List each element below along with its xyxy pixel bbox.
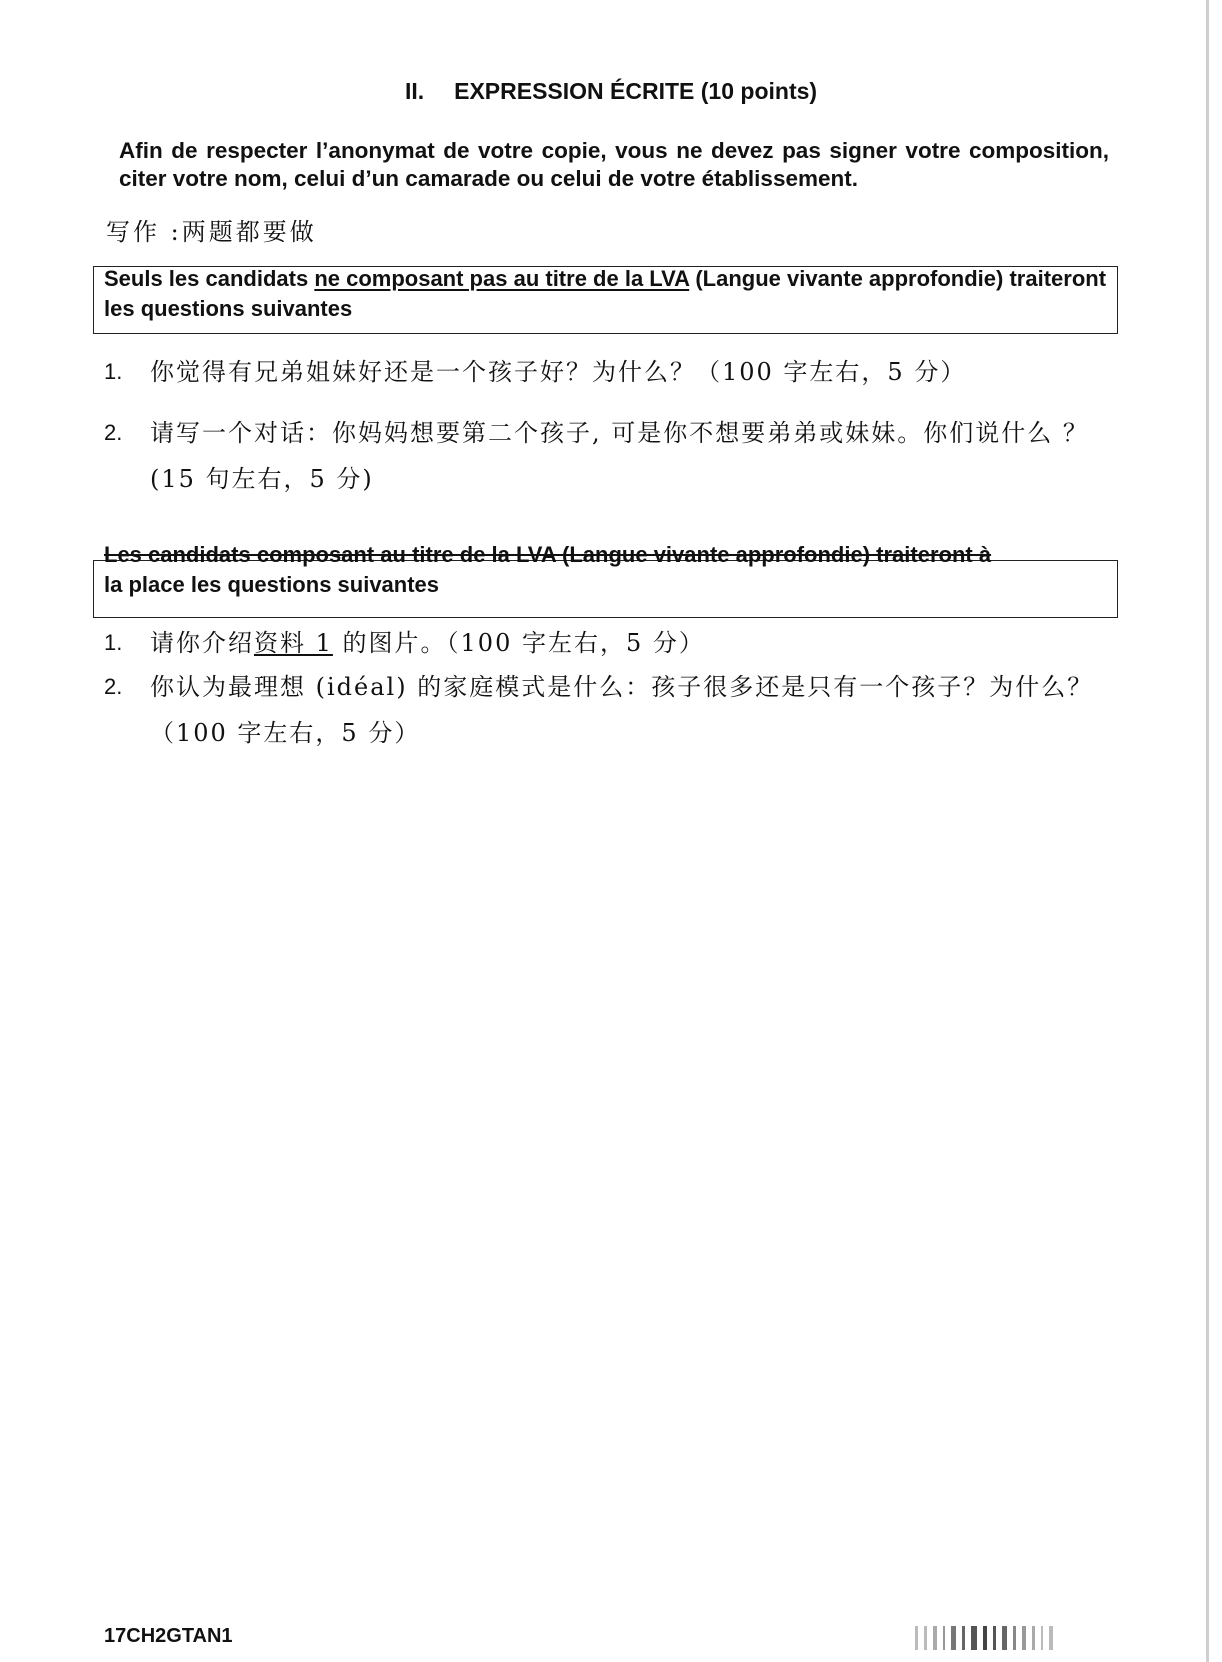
question-text	[150, 620, 1104, 666]
group2-header	[104, 540, 1114, 600]
section-number: II.	[404, 78, 425, 104]
question-number: 1.	[104, 630, 123, 655]
writing-instruction: 写作 :两题都要做	[106, 218, 317, 246]
question-text: 你认为最理想 (idéal) 的家庭模式是什么：孩子很多还是只有一个孩子？为什么？（100 字左右，5 分）	[150, 673, 1094, 747]
footer-code: 17CH2GTAN1	[104, 1625, 233, 1647]
question-text: 你觉得有兄弟姐妹好还是一个孩子好？为什么？（100 字左右，5 分）	[150, 358, 967, 386]
question-number: 2.	[104, 674, 123, 699]
question-number: 2.	[104, 420, 123, 445]
question-number: 1.	[104, 359, 123, 384]
group2-question-1	[104, 620, 1104, 666]
group2-header-line1: Les candidats composant au titre de la LVA (Langue vivante approfondie) traiteront à	[104, 542, 992, 567]
section-heading: EXPRESSION ÉCRITE (10 points)	[454, 78, 818, 104]
group1-header	[104, 264, 1114, 324]
barcode-strip	[915, 1620, 1200, 1650]
group1-header-underlined: ne composant pas au titre de la LVA	[314, 266, 690, 291]
document-1-link: 资料 1	[254, 629, 333, 657]
page-edge	[1206, 0, 1209, 1662]
group2-question-2	[104, 664, 1104, 756]
anonymity-notice: Afin de respecter l’anonymat de votre copie, vous ne devez pas signer votre composition, citer votre nom, celui d’un camarade ou celui de votre établissement.	[119, 138, 1109, 191]
question-text: 请写一个对话：你妈妈想要第二个孩子, 可是你不想要弟弟或妹妹。你们说什么 ？(15 句左右，5 分)	[150, 419, 1089, 493]
group1-header-pre: Seuls les candidats	[104, 266, 315, 291]
group1-header-post: (Langue vivante approfondie) traiteront les questions suivantes	[104, 266, 1107, 321]
group1-question-2	[104, 410, 1104, 502]
section-title	[0, 78, 1222, 105]
question-text-post: 的图片。（100 字左右，5 分）	[332, 629, 705, 657]
group1-question-1	[104, 349, 1104, 395]
question-text-pre: 请你介绍	[150, 629, 254, 657]
group2-header-line2: la place les questions suivantes	[104, 572, 440, 597]
